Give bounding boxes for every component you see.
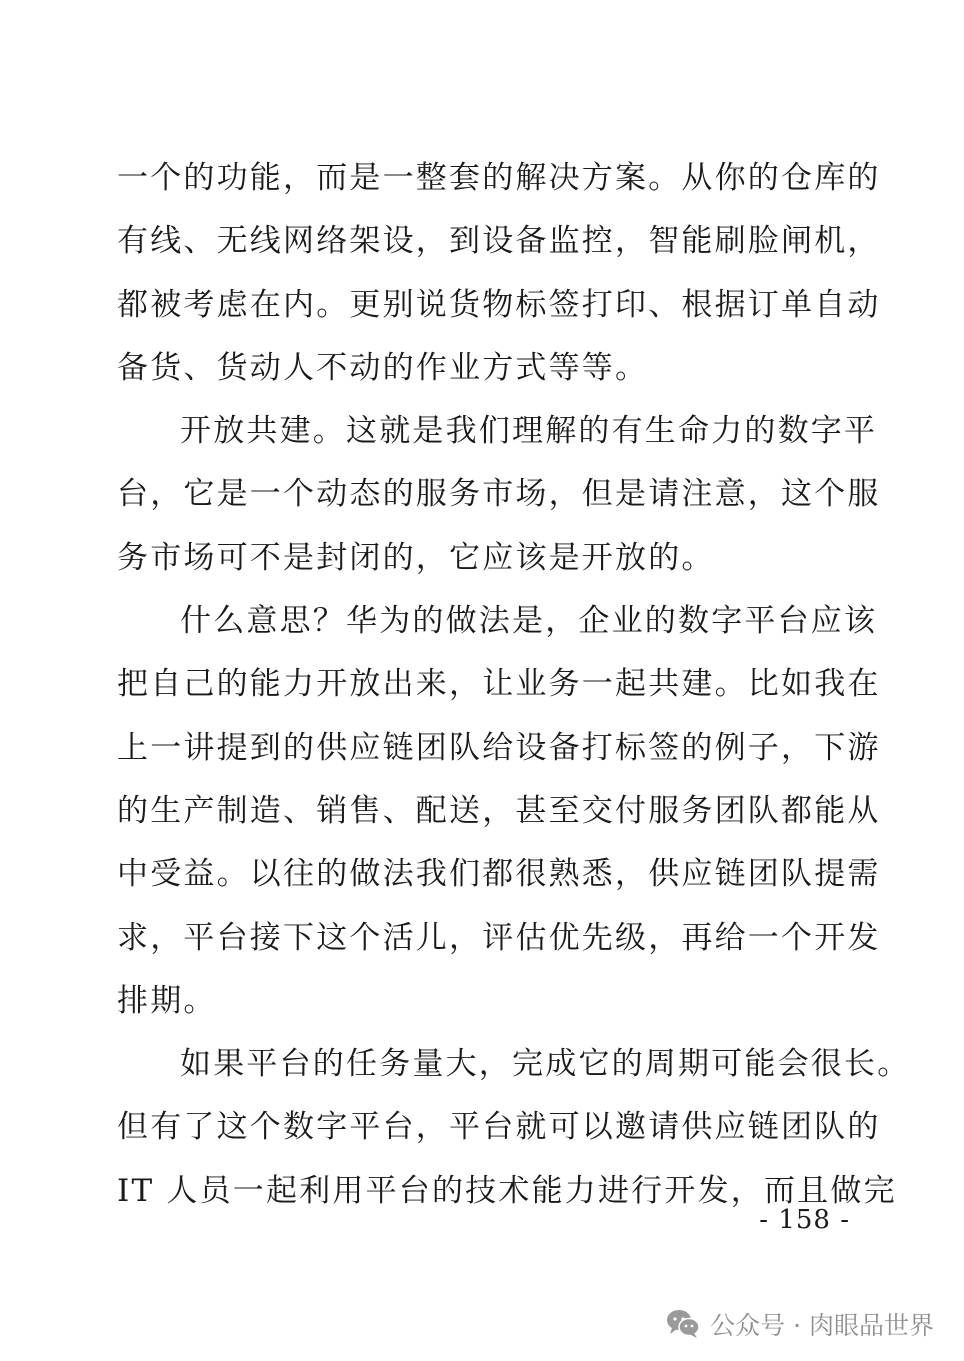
text-line: 如果平台的任务量大，完成它的周期可能会很长。	[180, 1046, 911, 1083]
wechat-icon	[666, 1309, 700, 1339]
text-line: 什么意思？华为的做法是，企业的数字平台应该	[180, 603, 878, 640]
watermark-text: 公众号 · 肉眼品世界	[710, 1311, 934, 1340]
text-line: 有线、无线网络架设，到设备监控，智能刷脸闸机，	[117, 223, 881, 260]
watermark	[666, 1306, 934, 1342]
text-line: 都被考虑在内。更别说货物标签打印、根据订单自动	[117, 286, 881, 323]
text-line: 台，它是一个动态的服务市场，但是请注意，这个服	[117, 476, 881, 513]
text-line: 的生产制造、销售、配送，甚至交付服务团队都能从	[117, 792, 881, 829]
body-text	[117, 150, 911, 1226]
text-line: 一个的功能，而是一整套的解决方案。从你的仓库的	[117, 160, 881, 196]
text-line: 但有了这个数字平台，平台就可以邀请供应链团队的	[117, 1109, 881, 1146]
text-line: 中受益。以往的做法我们都很熟悉，供应链团队提需	[117, 856, 881, 893]
text-line: 务市场可不是封闭的，它应该是开放的。	[117, 539, 715, 576]
text-line: 备货、货动人不动的作业方式等等。	[117, 349, 649, 386]
text-line: 上一讲提到的供应链团队给设备打标签的例子，下游	[117, 729, 881, 766]
page-number: - 158 -	[759, 1205, 850, 1235]
text-line: 开放共建。这就是我们理解的有生命力的数字平	[180, 413, 878, 450]
text-line: IT 人员一起利用平台的技术能力进行开发，而且做完	[117, 1172, 897, 1209]
text-line: 排期。	[117, 982, 217, 1019]
text-line: 求，平台接下这个活儿，评估优先级，再给一个开发	[117, 919, 881, 956]
text-line: 把自己的能力开放出来，让业务一起共建。比如我在	[117, 666, 881, 703]
